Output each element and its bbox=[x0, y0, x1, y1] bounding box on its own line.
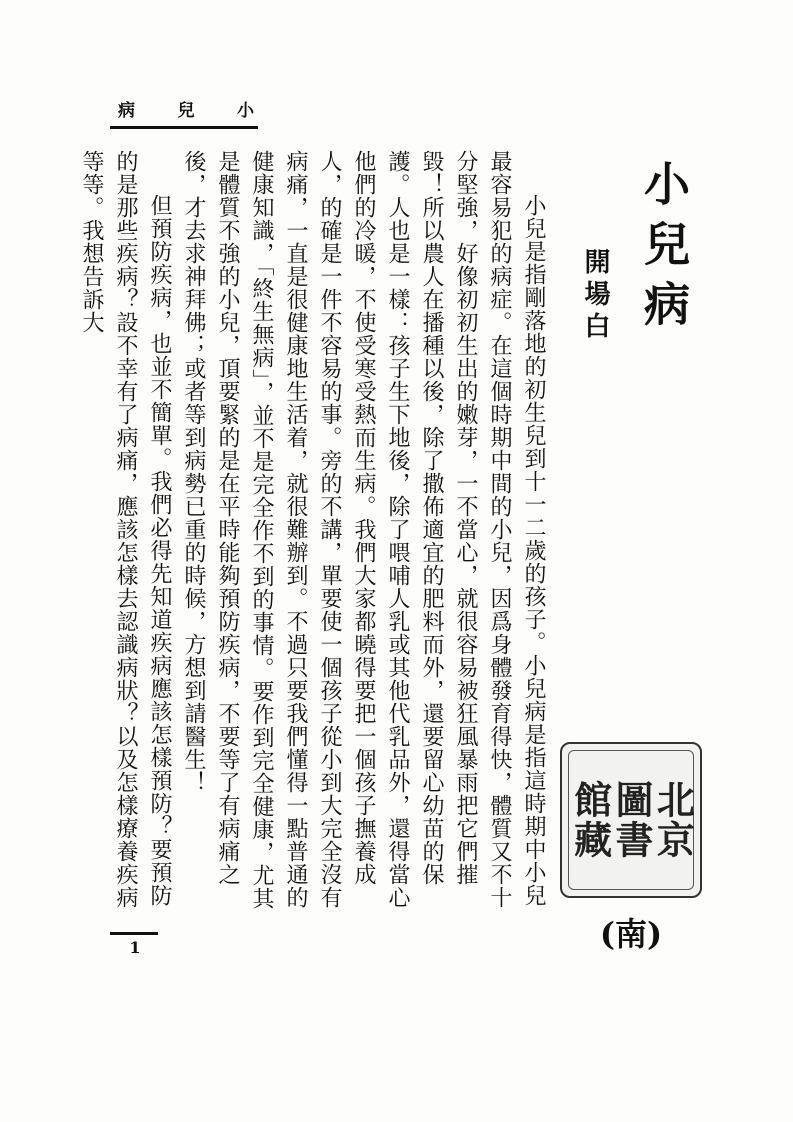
running-head-char-3: 病 bbox=[118, 100, 137, 121]
page-number: 1 bbox=[129, 938, 141, 957]
body-text bbox=[79, 150, 550, 925]
running-head-char-2: 兒 bbox=[177, 100, 197, 121]
handwritten-mark: (南) bbox=[599, 915, 663, 953]
chapter-title: 小兒病 bbox=[637, 160, 691, 340]
paragraph: 小兒是指剛落地的初生兒到十一二歲的孩子。小兒病是指這時期中小兒最容易犯的病症。在這個時期中間的小兒，因爲身體發育得快，體質又不十分堅強，好像初初生出的嫩芽，一不當心，就很容易被狂風暴雨把它們摧毀！所以農人在播種以後，除了撒佈適宜的肥料而外，還要留心幼苗的保護。人也是一樣：孩子生下地後，除了喂哺人乳或其他代乳品外，還得當心他們的冷暖，不使受寒受熱而生病。我們大家都曉得要把一個孩子撫養成人，的確是一件不容易的事。旁的不講，單要使一個孩子從小到大完全沒有病痛，一直是很健康地生活着，就很難辦到。不過只要我們懂得一點普通的健康知識，「終生無病」，並不是完全作不到的事情。要作到完全健康，尤其是體質不強的小兒，頂要緊的是在平時能夠預防疾病，不要等了有病痛之後，才去求神拜佛；或者等到病勢已重的時候，方想到請醫生！ bbox=[181, 150, 546, 910]
library-stamp bbox=[560, 742, 702, 898]
running-head-char-1: 小 bbox=[237, 100, 256, 121]
stamp-column-2: 圖書 bbox=[608, 780, 654, 860]
section-subtitle: 開場白 bbox=[580, 248, 610, 344]
stamp-column-1: 北京 bbox=[650, 780, 696, 860]
paragraph: 但預防疾病，也並不簡單。我們必得先知道疾病應該怎樣預防？要預防的是那些疾病？設不幸有了病痛，應該怎樣去認識病狀？以及怎樣療養疾病等等。我想告訴大 bbox=[79, 150, 172, 909]
stamp-column-3: 館藏 bbox=[567, 780, 613, 860]
running-head bbox=[118, 94, 256, 122]
header-rule bbox=[110, 126, 258, 129]
stamp-frame bbox=[568, 750, 694, 890]
footer-rule bbox=[110, 932, 158, 935]
